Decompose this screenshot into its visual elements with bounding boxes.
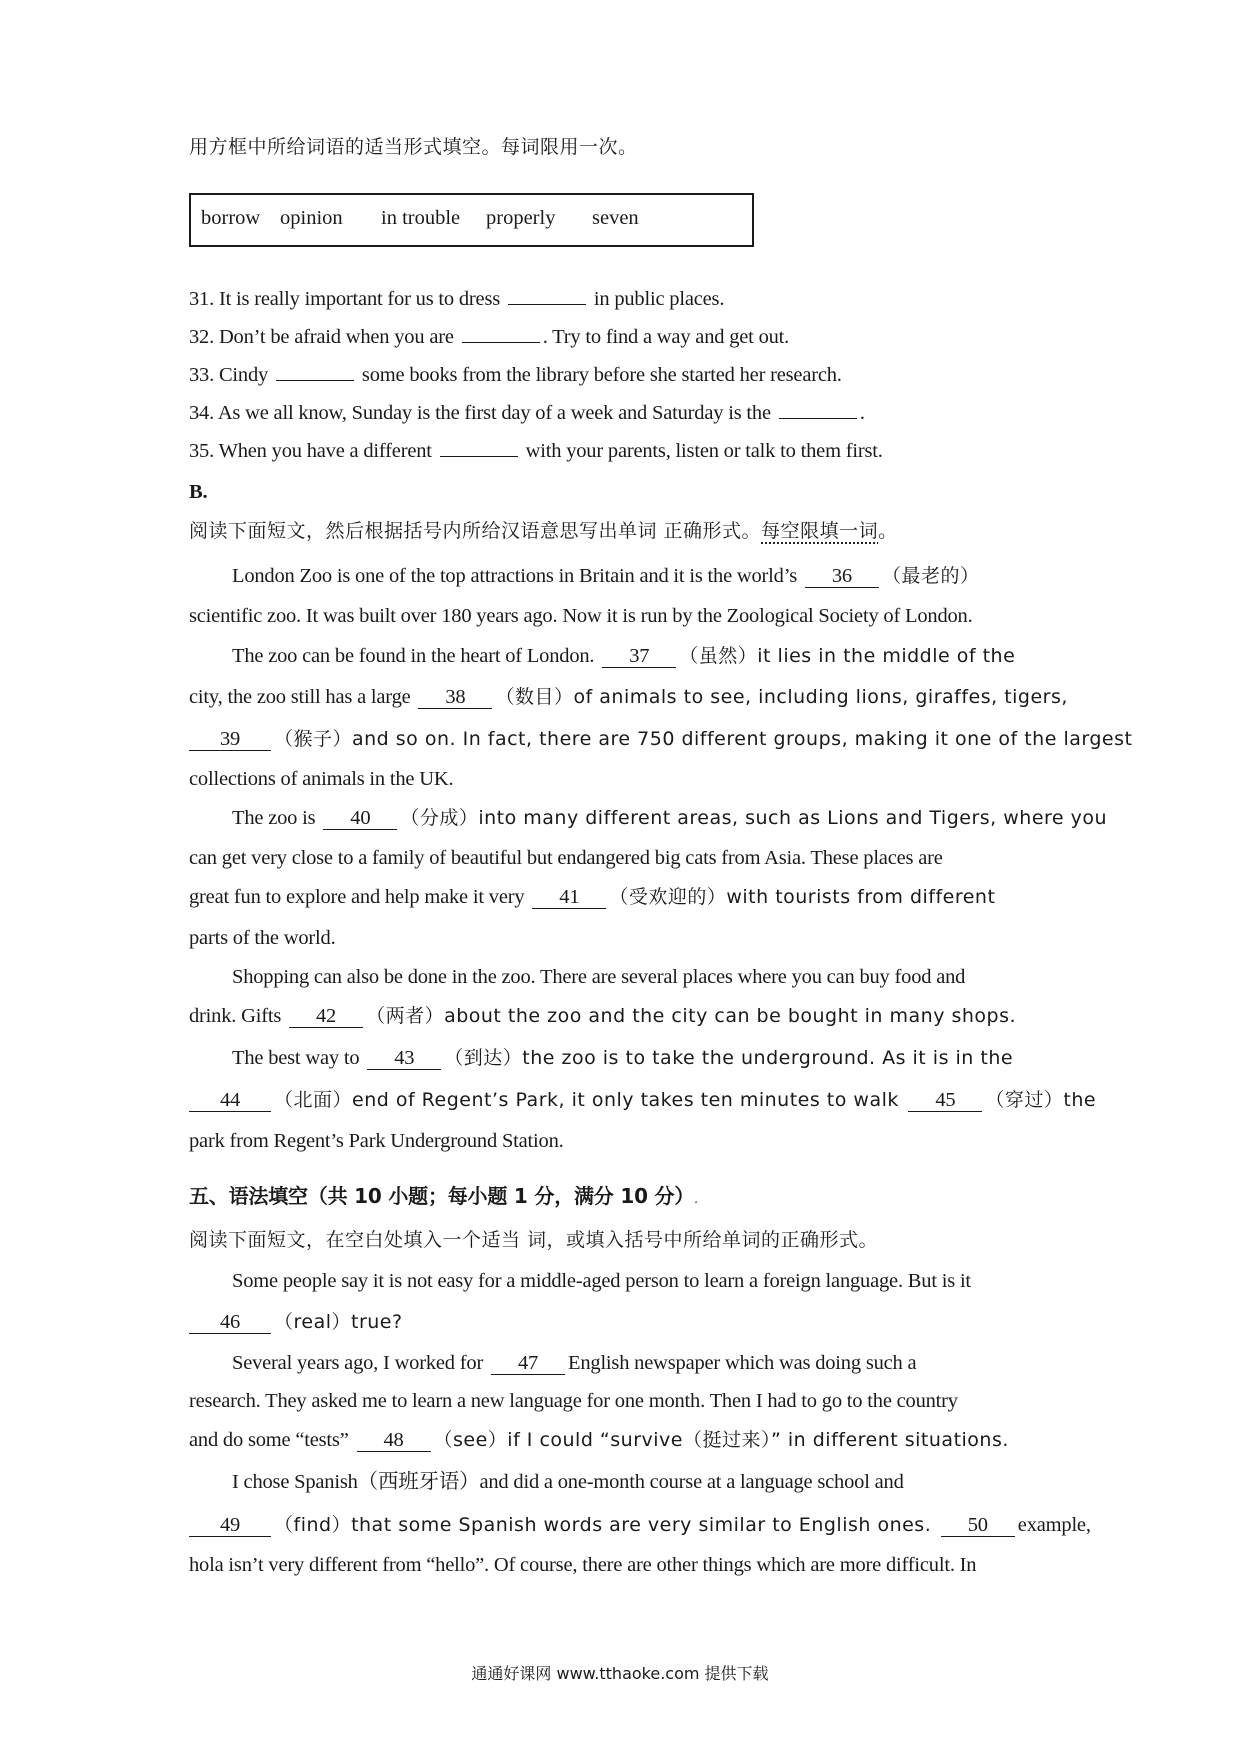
- word-in-trouble: in trouble: [381, 207, 461, 229]
- blank-44[interactable]: 44: [189, 1089, 271, 1112]
- passage-5-line: research. They asked me to learn a new language for one month. Then I had to go to the country: [189, 1390, 958, 1412]
- blank-45[interactable]: 45: [908, 1089, 982, 1112]
- passage-b-line: can get very close to a family of beautiful but endangered big cats from Asia. These places are: [189, 847, 943, 869]
- passage-b-line: collections of animals in the UK.: [189, 768, 454, 790]
- passage-5-line: 49 （find）that some Spanish words are very similar to English ones. 50 example,: [189, 1512, 1091, 1538]
- answer-blank[interactable]: [440, 456, 518, 457]
- blank-38[interactable]: 38: [418, 686, 492, 709]
- passage-b-line: 44 （北面）end of Regent’s Park, it only takes ten minutes to walk 45 （穿过）the: [189, 1087, 1096, 1113]
- passage-b-line: The zoo can be found in the heart of London. 37 （虽然）it lies in the middle of the: [232, 645, 1016, 667]
- passage-b-line: park from Regent’s Park Underground Station.: [189, 1130, 564, 1152]
- question-32: 32. Don’t be afraid when you are . Try to find a way and get out.: [189, 326, 790, 348]
- section-b-label: B.: [189, 481, 208, 503]
- question-35: 35. When you have a different with your parents, listen or talk to them first.: [189, 440, 883, 462]
- blank-36[interactable]: 36: [805, 565, 879, 588]
- passage-b-line: 39 （猴子）and so on. In fact, there are 750 different groups, making it one of the largest: [189, 726, 1132, 752]
- blank-39[interactable]: 39: [189, 728, 271, 751]
- instruction-b: 阅读下面短文，然后根据括号内所给汉语意思写出单词 正确形式。每空限填一词。: [189, 520, 898, 542]
- answer-blank[interactable]: [779, 418, 857, 419]
- passage-b-line: parts of the world.: [189, 927, 336, 949]
- word-properly: properly: [486, 207, 556, 229]
- passage-b-line: drink. Gifts 42 （两者）about the zoo and the city can be bought in many shops.: [189, 1005, 1017, 1027]
- passage-b-line: scientific zoo. It was built over 180 years ago. Now it is run by the Zoological Society of London.: [189, 605, 973, 627]
- word-box: [189, 193, 754, 247]
- passage-b-line: The zoo is 40 （分成）into many different areas, such as Lions and Tigers, where you: [232, 807, 1108, 829]
- passage-b-line: Shopping can also be done in the zoo. There are several places where you can buy food and: [232, 966, 966, 988]
- instruction-a: 用方框中所给词语的适当形式填空。每词限用一次。: [189, 136, 638, 158]
- section-5-title: 五、语法填空（共 10 小题；每小题 1 分，满分 10 分）.: [189, 1184, 698, 1208]
- blank-40[interactable]: 40: [323, 807, 397, 830]
- instruction-5: 阅读下面短文，在空白处填入一个适当 词，或填入括号中所给单词的正确形式。: [189, 1229, 879, 1251]
- passage-5-line: I chose Spanish（西班牙语）and did a one-month course at a language school and: [232, 1471, 904, 1493]
- blank-41[interactable]: 41: [532, 886, 606, 909]
- passage-5-line: and do some “tests” 48 （see）if I could “survive（挺过来）” in different situations.: [189, 1429, 1009, 1451]
- blank-43[interactable]: 43: [367, 1047, 441, 1070]
- blank-48[interactable]: 48: [357, 1429, 431, 1452]
- passage-b-line: city, the zoo still has a large 38 （数目）of animals to see, including lions, giraffes, tigers,: [189, 686, 1068, 708]
- passage-5-line: hola isn’t very different from “hello”. Of course, there are other things which are more difficult. In: [189, 1554, 977, 1576]
- blank-49[interactable]: 49: [189, 1514, 271, 1537]
- passage-5-line: 46 （real）true?: [189, 1309, 403, 1335]
- word-opinion: opinion: [280, 207, 343, 229]
- question-33: 33. Cindy some books from the library before she started her research.: [189, 364, 842, 386]
- blank-50[interactable]: 50: [941, 1514, 1015, 1537]
- question-34: 34. As we all know, Sunday is the first day of a week and Saturday is the .: [189, 402, 865, 424]
- answer-blank[interactable]: [276, 380, 354, 381]
- blank-37[interactable]: 37: [602, 645, 676, 668]
- footer-text: 通通好课网 www.tthaoke.com 提供下载: [471, 1664, 769, 1683]
- passage-5-line: Several years ago, I worked for 47 English newspaper which was doing such a: [232, 1352, 917, 1374]
- question-31: 31. It is really important for us to dress in public places.: [189, 288, 725, 310]
- blank-42[interactable]: 42: [289, 1005, 363, 1028]
- blank-47[interactable]: 47: [491, 1352, 565, 1375]
- passage-5-line: Some people say it is not easy for a middle-aged person to learn a foreign language. But is it: [232, 1270, 971, 1292]
- passage-b-line: London Zoo is one of the top attractions in Britain and it is the world’s 36 （最老的）: [232, 565, 980, 587]
- answer-blank[interactable]: [462, 342, 540, 343]
- passage-b-line: The best way to 43 （到达）the zoo is to take the underground. As it is in the: [232, 1047, 1014, 1069]
- blank-46[interactable]: 46: [189, 1311, 271, 1334]
- word-seven: seven: [592, 207, 639, 229]
- passage-b-line: great fun to explore and help make it very 41 （受欢迎的）with tourists from different: [189, 886, 996, 908]
- word-borrow: borrow: [201, 207, 261, 229]
- answer-blank[interactable]: [508, 304, 586, 305]
